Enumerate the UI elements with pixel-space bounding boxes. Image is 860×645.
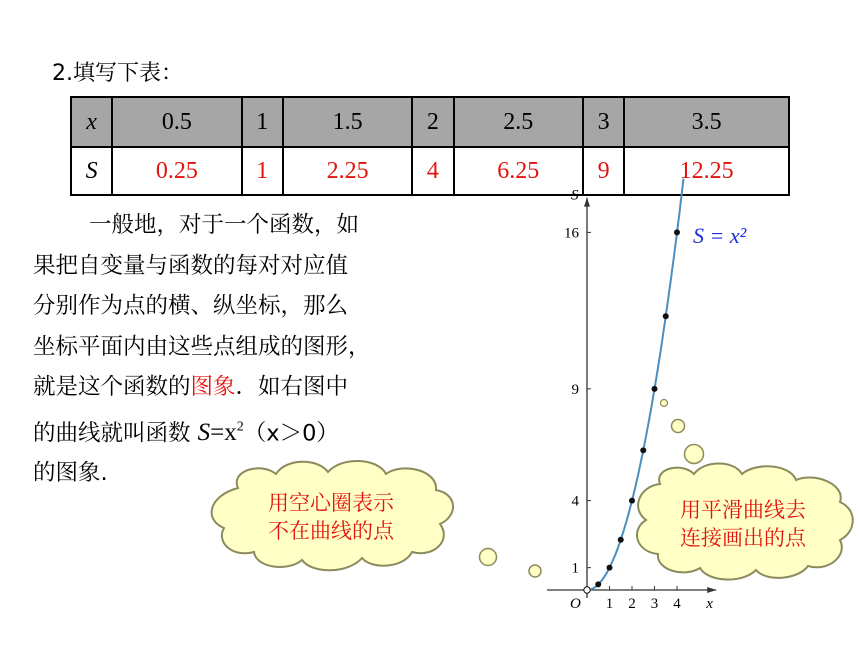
paragraph-line: 一般地，对于一个函数，如 [89,212,360,238]
s-value-cell: 2.25 [283,147,412,195]
plotted-point [595,581,601,587]
cloud-line: 用空心圈表示 [268,491,394,515]
paragraph-line: 果把自变量与函数的每对对应值 [33,252,349,279]
plotted-point [607,565,613,571]
right-thought-cloud [637,400,853,580]
s-value-cell: 12.25 [624,147,789,195]
s-label-cell: S [71,147,112,195]
paragraph-line: 坐标平面内由这些点组成的图形， [33,333,371,360]
paragraph-text: ．如右图中 [235,374,349,400]
origin-label: O [570,596,581,612]
exercise-heading: 2.填写下表： [52,61,183,86]
x-axis-arrow [707,587,716,593]
x-value-cell: 2.5 [454,97,583,147]
s-value-cell: 6.25 [454,147,583,195]
s-value-cell: 9 [583,147,624,195]
x-tick-label: 4 [673,596,681,612]
y-tick-label: 1 [571,560,579,577]
plotted-point [640,447,646,453]
formula-eq: =x [210,418,237,446]
plotted-point [674,229,680,235]
plotted-point [663,313,669,319]
paragraph-line: 分别作为点的横、纵坐标，那么 [33,293,349,319]
highlight-term: 图象 [190,374,236,400]
s-value-cell: 0.25 [112,147,241,195]
plotted-point [652,386,658,392]
cloud-line: 不在曲线的点 [268,519,394,543]
hollow-point [584,587,590,593]
plotted-point [629,498,635,504]
x-label-cell: x [71,97,112,147]
x-value-cell: 3.5 [624,97,789,147]
equation-label: S = x² [693,223,747,248]
s-value-cell: 1 [242,147,283,195]
x-value-cell: 3 [583,97,624,147]
y-tick-label: 4 [571,493,579,510]
x-tick-label: 1 [605,596,614,612]
y-axis-arrow [584,198,590,207]
left-cloud-label [236,489,426,545]
x-value-cell: 1.5 [283,97,412,147]
x-value-cell: 0.5 [112,97,241,147]
paragraph-text: 的曲线就叫函数 [33,419,198,446]
s-value-cell: 4 [412,147,453,195]
formula-exponent: 2 [236,419,244,435]
formula-var: S [197,418,211,446]
paragraph-line: 的图象. [33,460,108,487]
x-value-cell: 1 [242,97,283,147]
paragraph-text: 就是这个函数的 [33,374,191,400]
x-axis-label: x [706,596,713,612]
cloud-line: 连接画出的点 [680,526,806,550]
y-tick-label: 16 [564,225,579,242]
paragraph-text: （x＞0） [243,419,339,446]
plotted-point [618,537,624,543]
y-axis-label: S [571,187,579,204]
x-tick-label: 2 [628,596,636,612]
right-cloud-label [650,496,836,552]
cloud-line: 用平滑曲线去 [680,498,806,522]
y-tick-label: 9 [571,381,579,398]
x-tick-label: 3 [650,596,659,612]
x-value-cell: 2 [412,97,453,147]
